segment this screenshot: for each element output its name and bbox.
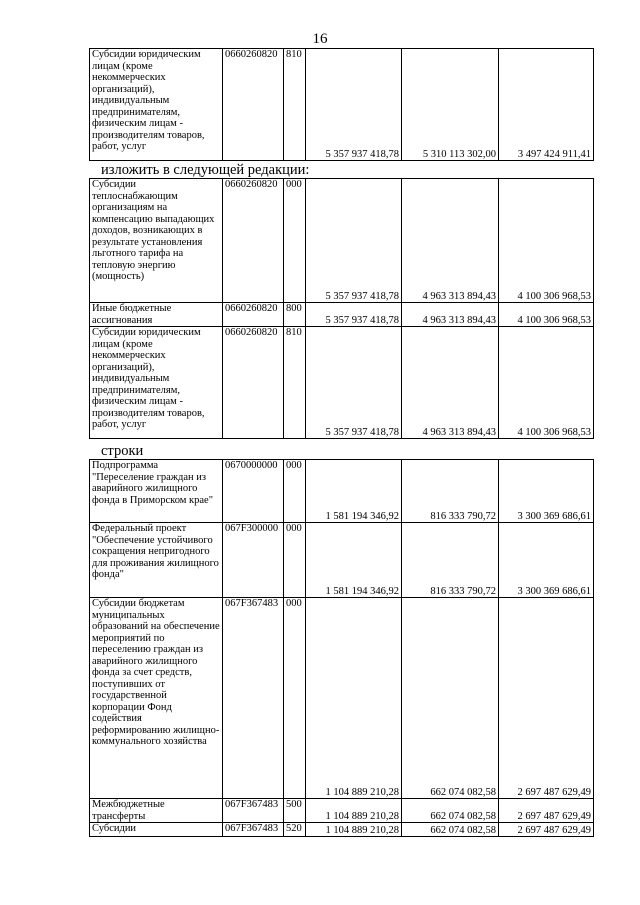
row-value-2-cell: 662 074 082,58: [402, 823, 499, 837]
row-type-cell: 500: [284, 799, 306, 823]
row-name-cell: Субсидии теплоснабжающим организациям на компенсацию выпадающих доходов, возникающих в результате установления льготного тарифа на тепловую энергию (мощность): [90, 179, 223, 303]
row-value-3-cell: 4 100 306 968,53: [499, 327, 594, 439]
row-value-2-cell: 4 963 313 894,43: [402, 327, 499, 439]
row-value-1-cell: 5 357 937 418,78: [306, 179, 402, 303]
row-value-2-cell: 816 333 790,72: [402, 523, 499, 598]
row-value-1-cell: 1 581 194 346,92: [306, 523, 402, 598]
row-type-cell: 000: [284, 460, 306, 523]
budget-table-rows: [89, 459, 594, 837]
page-number: 16: [312, 31, 328, 47]
row-name-cell: Федеральный проект "Обеспечение устойчивого сокращения непригодного для проживания жилищного фонда": [90, 523, 223, 598]
row-type-cell: 000: [284, 523, 306, 598]
row-value-2-cell: 4 963 313 894,43: [402, 303, 499, 327]
row-value-1-cell: 1 104 889 210,28: [306, 823, 402, 837]
row-value-2-cell: 4 963 313 894,43: [402, 179, 499, 303]
row-name-cell: Иные бюджетные ассигнования: [90, 303, 223, 327]
row-value-2-cell: 662 074 082,58: [402, 598, 499, 799]
table-row: [90, 799, 594, 823]
row-value-2-cell: 662 074 082,58: [402, 799, 499, 823]
row-code-cell: 067F367483: [223, 598, 284, 799]
row-type-cell: 000: [284, 179, 306, 303]
row-value-1-cell: 5 357 937 418,78: [306, 49, 402, 161]
row-code-cell: 067F300000: [223, 523, 284, 598]
section-heading-rows: строки: [101, 443, 144, 459]
row-type-cell: 800: [284, 303, 306, 327]
row-name-cell: Субсидии бюджетам муниципальных образований на обеспечение мероприятий по переселению граждан из аварийного жилищного фонда за счет средств, поступивших от государственной корпорации Фонд содействия реформированию жилищно-коммунального хозяйства: [90, 598, 223, 799]
row-value-1-cell: 1 104 889 210,28: [306, 799, 402, 823]
row-code-cell: 0660260820: [223, 327, 284, 439]
row-code-cell: 0670000000: [223, 460, 284, 523]
row-value-3-cell: 3 497 424 911,41: [499, 49, 594, 161]
row-value-3-cell: 4 100 306 968,53: [499, 179, 594, 303]
budget-table-original: [89, 48, 594, 161]
row-value-3-cell: 3 300 369 686,61: [499, 460, 594, 523]
row-type-cell: 520: [284, 823, 306, 837]
row-value-1-cell: 5 357 937 418,78: [306, 327, 402, 439]
table-row: [90, 49, 594, 161]
section-heading-replace: изложить в следующей редакции:: [101, 162, 310, 178]
row-name-cell: Межбюджетные трансферты: [90, 799, 223, 823]
row-value-2-cell: 816 333 790,72: [402, 460, 499, 523]
row-value-1-cell: 1 104 889 210,28: [306, 598, 402, 799]
row-code-cell: 067F367483: [223, 799, 284, 823]
row-code-cell: 0660260820: [223, 49, 284, 161]
row-name-cell: Подпрограмма "Переселение граждан из аварийного жилищного фонда в Приморском крае": [90, 460, 223, 523]
table-row: [90, 327, 594, 439]
table-row: [90, 303, 594, 327]
table-row: [90, 523, 594, 598]
row-type-cell: 810: [284, 327, 306, 439]
row-code-cell: 067F367483: [223, 823, 284, 837]
row-value-3-cell: 2 697 487 629,49: [499, 799, 594, 823]
row-type-cell: 000: [284, 598, 306, 799]
row-value-3-cell: 2 697 487 629,49: [499, 823, 594, 837]
row-value-1-cell: 1 581 194 346,92: [306, 460, 402, 523]
table-row: [90, 823, 594, 837]
row-name-cell: Субсидии юридическим лицам (кроме некоммерческих организаций), индивидуальным предпринимателям, физическим лицам - производителям товаров, работ, услуг: [90, 327, 223, 439]
row-value-1-cell: 5 357 937 418,78: [306, 303, 402, 327]
row-code-cell: 0660260820: [223, 179, 284, 303]
row-name-cell: Субсидии: [90, 823, 223, 837]
table-row: [90, 598, 594, 799]
row-value-2-cell: 5 310 113 302,00: [402, 49, 499, 161]
table-row: [90, 179, 594, 303]
row-type-cell: 810: [284, 49, 306, 161]
row-code-cell: 0660260820: [223, 303, 284, 327]
row-name-cell: Субсидии юридическим лицам (кроме некоммерческих организаций), индивидуальным предпринимателям, физическим лицам - производителям товаров, работ, услуг: [90, 49, 223, 161]
row-value-3-cell: 4 100 306 968,53: [499, 303, 594, 327]
row-value-3-cell: 3 300 369 686,61: [499, 523, 594, 598]
budget-table-new-edition: [89, 178, 594, 439]
table-row: [90, 460, 594, 523]
row-value-3-cell: 2 697 487 629,49: [499, 598, 594, 799]
